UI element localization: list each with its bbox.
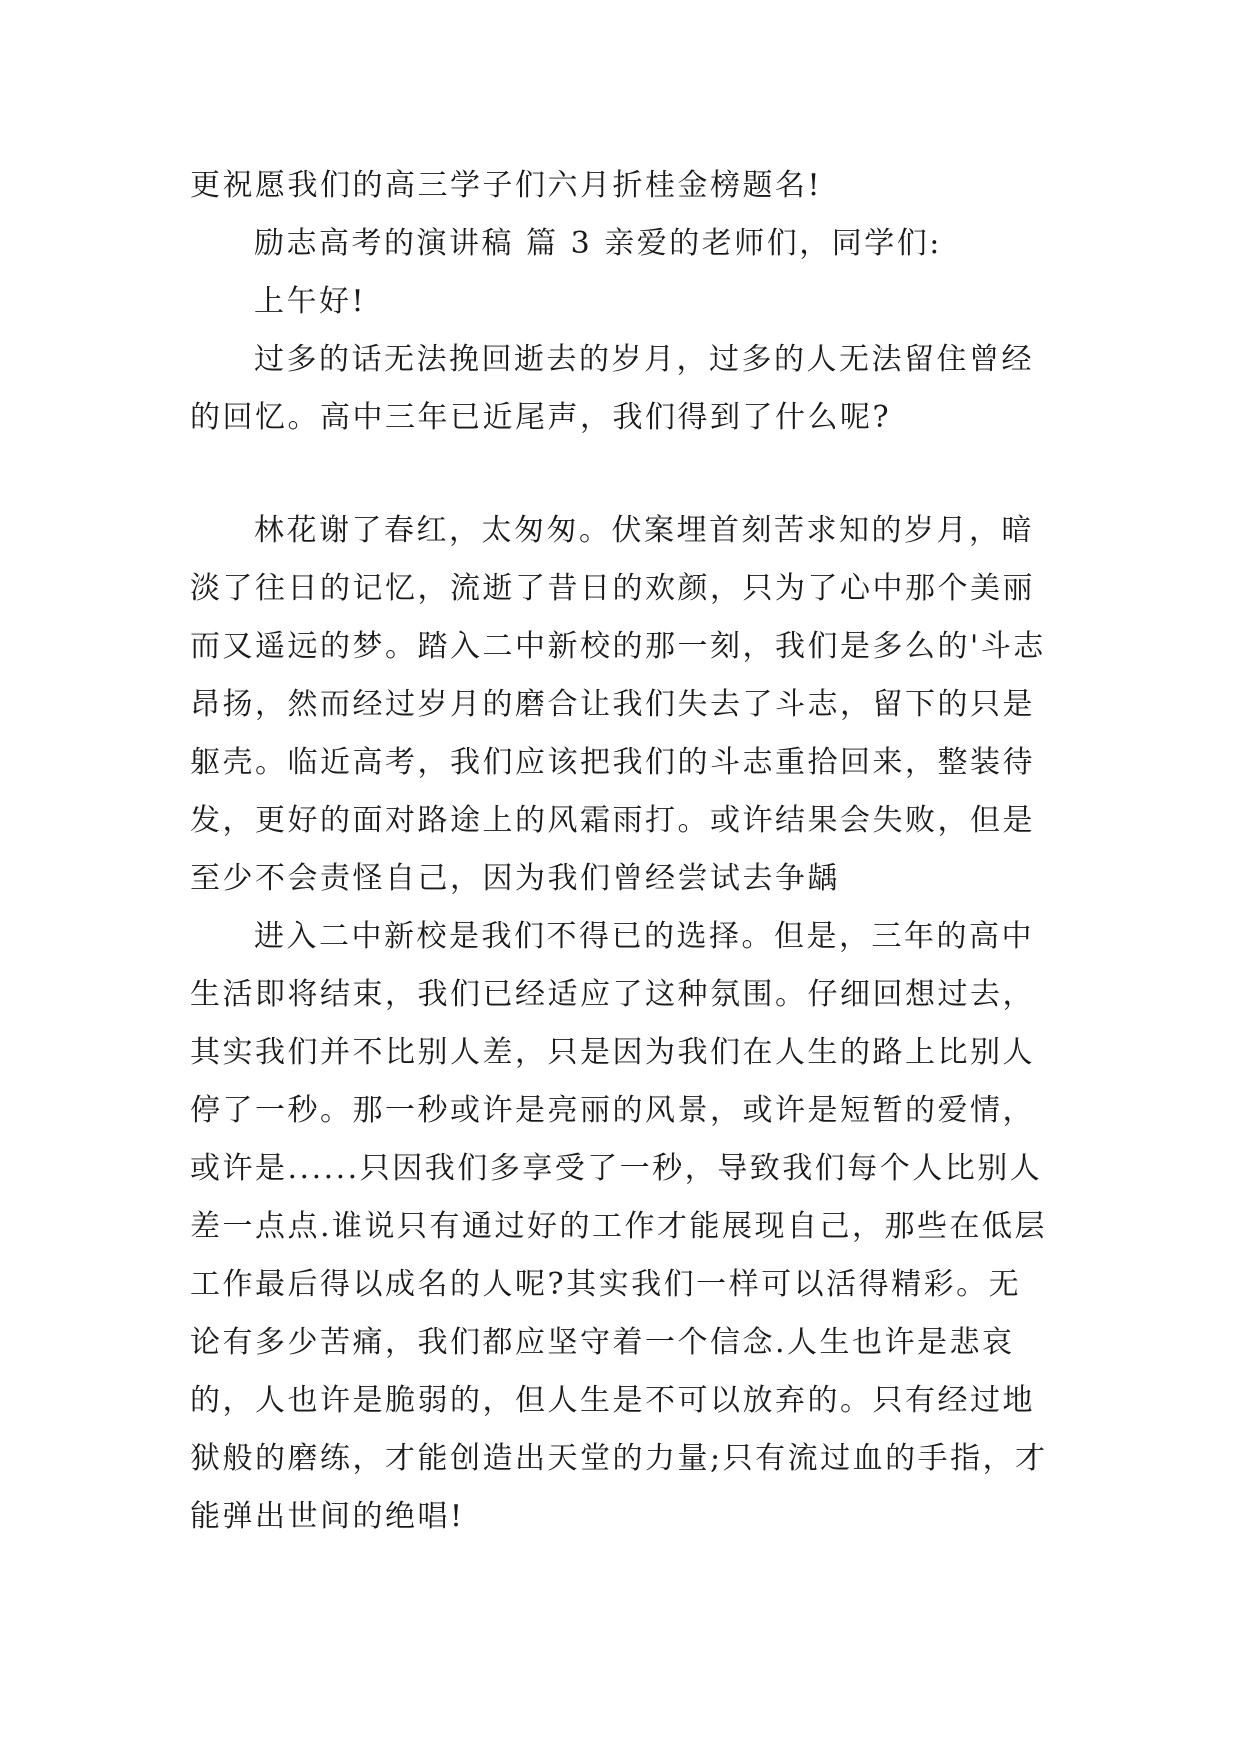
paragraph-spring: 林花谢了春红，太匆匆。伏案埋首刻苦求知的岁月，暗淡了往日的记忆，流逝了昔日的欢颜，只为了心中那个美丽而又遥远的梦。踏入二中新校的那一刻，我们是多么的'斗志昂扬，然而经过岁月的磨合让我们失去了斗志，留下的只是躯壳。临近高考，我们应该把我们的斗志重拾回来，整装待发，更好的面对路途上的风霜雨打。或许结果会失败，但是至少不会责怪自己，因为我们曾经尝试去争龋 (190, 513, 1046, 896)
paragraph-blessing: 更祝愿我们的高三学子们六月折桂金榜题名! (190, 168, 823, 203)
text-block-bottom (190, 502, 1052, 1546)
paragraph-new-school: 进入二中新校是我们不得已的选择。但是，三年的高中生活即将结束，我们已经适应了这种氛围。仔细回想过去，其实我们并不比别人差，只是因为我们在人生的路上比别人停了一秒。那一秒或许是亮丽的风景，或许是短暂的爱情，或许是......只因我们多享受了一秒，导致我们每个人比别人差一点点.谁说只有通过好的工作才能展现自己，那些在低层工作最后得以成名的人呢?其实我们一样可以活得精彩。无论有多少苦痛，我们都应坚守着一个信念.人生也许是悲哀的，人也许是脆弱的，但人生是不可以放弃的。只有经过地狱般的磨练，才能创造出天堂的力量;只有流过血的手指，才能弹出世间的绝唱! (190, 919, 1048, 1534)
text-block-top (190, 157, 1052, 447)
paragraph-reflection: 过多的话无法挽回逝去的岁月，过多的人无法留住曾经的回忆。高中三年已近尾声，我们得到了什么呢? (190, 342, 1034, 435)
paragraph-good-morning: 上午好! (254, 284, 367, 319)
paragraph-speech-title-greeting: 励志高考的演讲稿 篇 3 亲爱的老师们，同学们: (254, 226, 942, 261)
